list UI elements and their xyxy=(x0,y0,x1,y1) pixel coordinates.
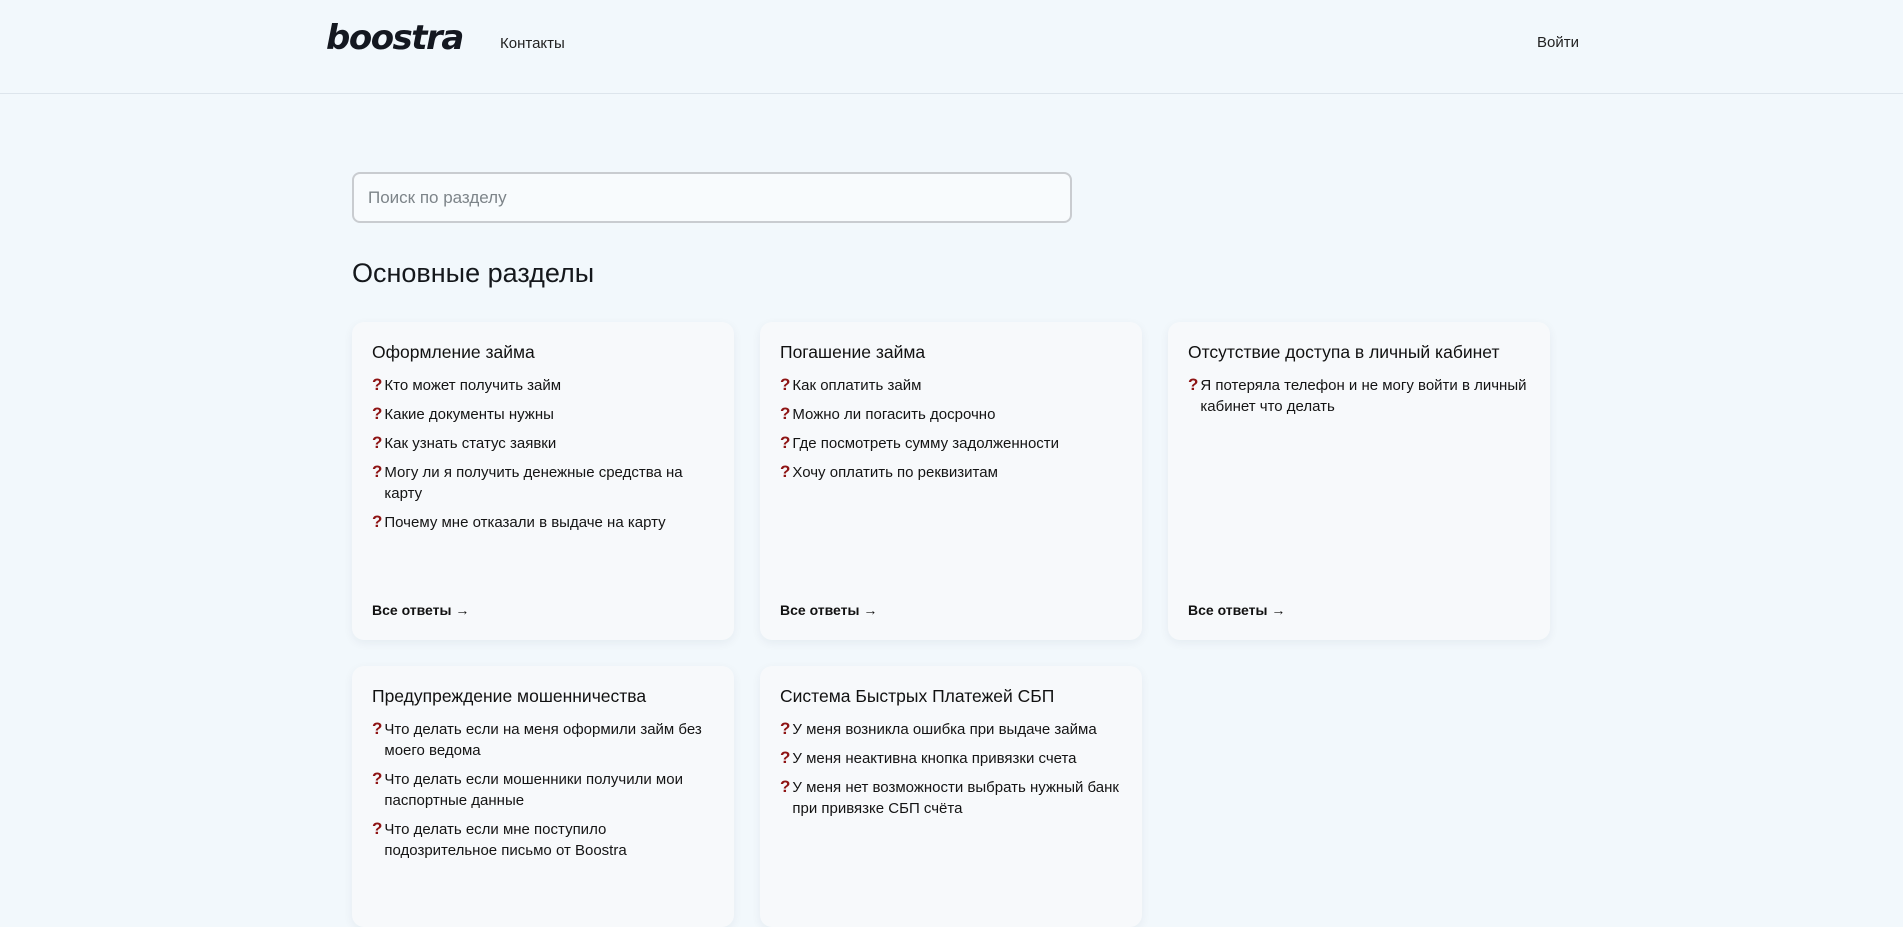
question-link[interactable] xyxy=(372,375,714,396)
question-mark-icon: ? xyxy=(1188,375,1199,394)
nav-link-contacts[interactable]: Контакты xyxy=(500,35,565,52)
card-title: Погашение займа xyxy=(780,342,926,362)
question-link[interactable] xyxy=(372,404,714,425)
question-mark-icon: ? xyxy=(780,462,791,481)
question-mark-icon: ? xyxy=(372,512,383,531)
login-link[interactable]: Войти xyxy=(1537,34,1579,51)
question-list xyxy=(372,375,714,533)
question-link[interactable] xyxy=(780,375,1122,396)
all-answers-link[interactable]: Все ответы → xyxy=(372,602,470,618)
section-search-input[interactable] xyxy=(352,172,1072,223)
question-link[interactable] xyxy=(780,719,1122,740)
question-text: Что делать если мошенники получили мои паспортные данные xyxy=(384,771,683,809)
card-title: Оформление займа xyxy=(372,342,535,362)
page-title: Основные разделы xyxy=(352,258,595,288)
site-header xyxy=(0,0,1903,94)
question-mark-icon: ? xyxy=(372,375,383,394)
faq-card-loan-application xyxy=(352,322,734,640)
question-text: Кто может получить займ xyxy=(384,377,562,394)
question-mark-icon: ? xyxy=(372,719,383,738)
question-text: Я потеряла телефон и не могу войти в личный кабинет что делать xyxy=(1200,377,1527,415)
faq-card-account-access xyxy=(1168,322,1550,640)
question-list xyxy=(780,375,1122,483)
question-text: Можно ли погасить досрочно xyxy=(792,406,996,423)
question-mark-icon: ? xyxy=(780,748,791,767)
question-link[interactable] xyxy=(780,748,1122,769)
question-mark-icon: ? xyxy=(780,719,791,738)
card-title: Отсутствие доступа в личный кабинет xyxy=(1188,342,1500,362)
question-mark-icon: ? xyxy=(780,777,791,796)
question-list xyxy=(372,719,714,861)
question-link[interactable] xyxy=(780,462,1122,483)
question-list xyxy=(1188,375,1530,417)
question-link[interactable] xyxy=(372,462,714,504)
card-title: Предупреждение мошенничества xyxy=(372,686,647,706)
card-title: Система Быстрых Платежей СБП xyxy=(780,686,1055,706)
question-link[interactable] xyxy=(780,777,1122,819)
question-mark-icon: ? xyxy=(780,375,791,394)
question-text: Хочу оплатить по реквизитам xyxy=(792,464,998,481)
question-text: Что делать если на меня оформили займ без моего ведома xyxy=(384,721,702,759)
question-text: Где посмотреть сумму задолженности xyxy=(792,435,1060,452)
question-mark-icon: ? xyxy=(372,404,383,423)
all-answers-link[interactable]: Все ответы → xyxy=(780,602,878,618)
question-text: Почему мне отказали в выдаче на карту xyxy=(384,514,666,531)
question-link[interactable] xyxy=(372,769,714,811)
question-text: У меня неактивна кнопка привязки счета xyxy=(792,750,1077,767)
question-link[interactable] xyxy=(372,719,714,761)
question-mark-icon: ? xyxy=(372,433,383,452)
faq-card-sbp xyxy=(760,666,1142,927)
question-mark-icon: ? xyxy=(372,462,383,481)
faq-card-loan-repayment xyxy=(760,322,1142,640)
question-text: Как узнать статус заявки xyxy=(384,435,557,452)
question-list xyxy=(780,719,1122,819)
question-text: У меня возникла ошибка при выдаче займа xyxy=(792,721,1097,738)
question-text: Могу ли я получить денежные средства на карту xyxy=(384,464,683,502)
question-link[interactable] xyxy=(372,819,714,861)
question-text: Что делать если мне поступило подозрительное письмо от Boostra xyxy=(384,821,627,859)
question-link[interactable] xyxy=(1188,375,1530,417)
faq-card-fraud-prevention xyxy=(352,666,734,927)
question-mark-icon: ? xyxy=(372,819,383,838)
question-mark-icon: ? xyxy=(780,404,791,423)
question-mark-icon: ? xyxy=(372,769,383,788)
question-link[interactable] xyxy=(372,433,714,454)
boostra-logo[interactable]: boostra xyxy=(326,18,463,58)
question-text: Как оплатить займ xyxy=(792,377,922,394)
all-answers-link[interactable]: Все ответы → xyxy=(1188,602,1286,618)
question-text: У меня нет возможности выбрать нужный банк при привязке СБП счёта xyxy=(792,779,1119,817)
question-link[interactable] xyxy=(372,512,714,533)
question-link[interactable] xyxy=(780,404,1122,425)
question-mark-icon: ? xyxy=(780,433,791,452)
question-text: Какие документы нужны xyxy=(384,406,554,423)
question-link[interactable] xyxy=(780,433,1122,454)
